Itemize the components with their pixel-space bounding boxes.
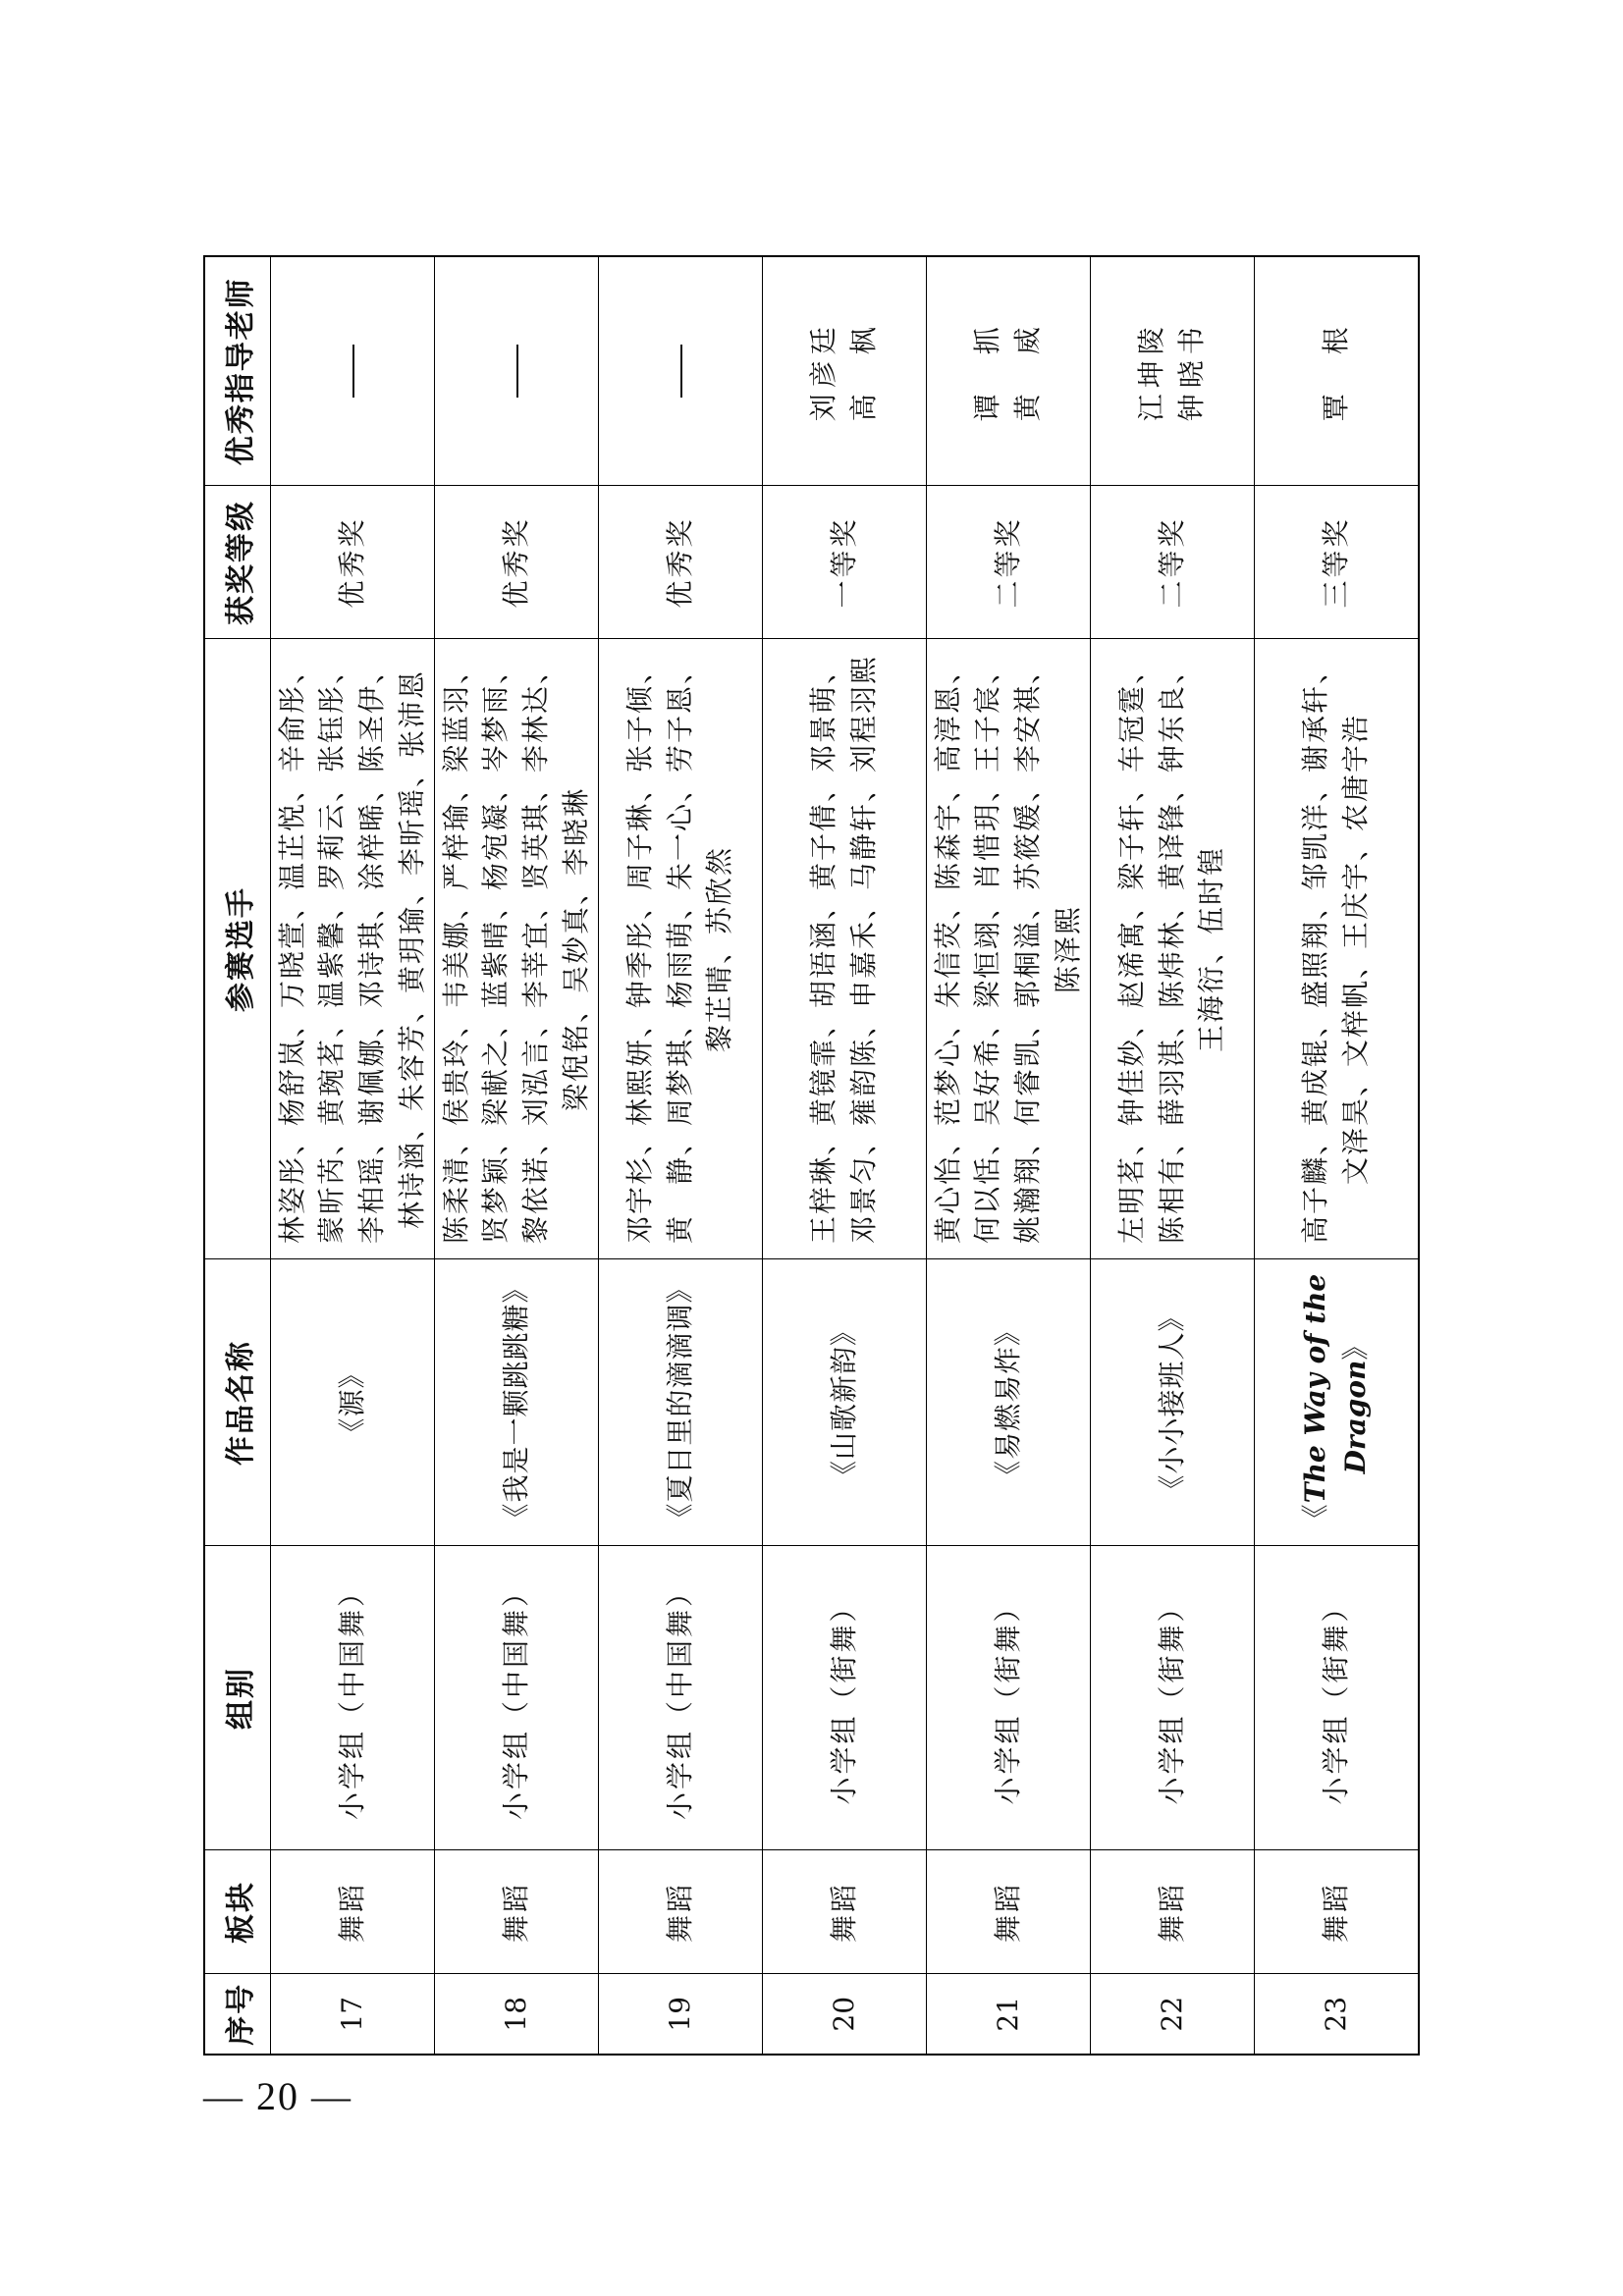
header-work: 作品名称 [204,1259,271,1546]
teacher-name: 高 枫 [847,321,880,422]
row-teachers-none [599,256,763,486]
dash-mark [680,345,682,398]
row-work: 《易燃易炸》 [927,1259,1091,1546]
player-line: 黎芷晴、苏欣然 [703,846,736,1053]
row-group: 小学组（街舞） [1091,1546,1255,1850]
dash-mark [352,345,354,398]
row-category: 舞蹈 [763,1850,927,1974]
player-line: 黎依诺、刘泓言、李莘宜、贤英琪、李林达、 [519,655,552,1245]
header-award: 获奖等级 [204,486,271,639]
award-table-rotated [203,257,1417,2056]
page-number: — 20 — [203,2074,352,2118]
teacher-name: 谭 抓 [971,321,1004,422]
table-row [599,256,763,2055]
row-category: 舞蹈 [1091,1850,1255,1974]
player-line: 梁倪铭、吴妙真、李晓琳 [559,787,592,1112]
row-category: 舞蹈 [271,1850,435,1974]
row-players [435,639,599,1259]
teacher-name: 江坤陵 [1135,321,1168,422]
row-index: 19 [599,1974,763,2055]
row-group: 小学组（中国舞） [435,1546,599,1850]
player-line: 左明茗、钟佳妙、赵浠寓、梁子轩、车冠霆、 [1115,655,1149,1245]
row-teachers-none [435,256,599,486]
row-award: 二等奖 [927,486,1091,639]
player-line: 高子麟、黄成锟、盛照翔、邹凯洋、谢承轩、 [1299,655,1332,1245]
row-award: 优秀奖 [271,486,435,639]
player-line: 陈泽熙 [1051,905,1084,994]
row-index: 18 [435,1974,599,2055]
row-category: 舞蹈 [927,1850,1091,1974]
row-index: 17 [271,1974,435,2055]
row-work: 《源》 [271,1259,435,1546]
row-work [1255,1259,1420,1546]
row-teachers [1255,256,1420,486]
work-close-bracket: 》 [1339,1331,1372,1361]
award-table [203,255,1420,2056]
table-row [1091,256,1255,2055]
table-row [1255,256,1420,2055]
header-group: 组别 [204,1546,271,1850]
row-category: 舞蹈 [1255,1850,1420,1974]
row-group: 小学组（中国舞） [271,1546,435,1850]
player-line: 蒙昕芮、黄琬茗、温紫馨、罗莉云、张钰彤、 [315,655,349,1245]
header-index: 序号 [204,1974,271,2055]
player-line: 邓景匀、雍韵陈、申嘉禾、马静轩、刘程羽熙 [847,655,880,1245]
row-group: 小学组（街舞） [1255,1546,1420,1850]
work-title-en-line1: The Way of the [1299,1273,1332,1504]
row-players [1091,639,1255,1259]
row-index: 22 [1091,1974,1255,2055]
player-line: 陈相有、薛羽淇、陈炜林、黄译锋、钟东良、 [1155,655,1188,1245]
row-group: 小学组（中国舞） [599,1546,763,1850]
work-open-bracket: 《 [1299,1503,1332,1532]
player-line: 邓宇杉、林熙妍、钟季彤、周子琳、张子倾、 [623,655,657,1245]
player-line: 何以恬、吴好希、梁恒翊、肖惜玥、王子宸、 [971,655,1004,1245]
row-award: 一等奖 [763,486,927,639]
row-work: 《夏日里的滴滴调》 [599,1259,763,1546]
teacher-name: 刘彦廷 [807,321,840,422]
row-players [1255,639,1420,1259]
teacher-name: 黄 威 [1011,321,1044,422]
row-category: 舞蹈 [599,1850,763,1974]
row-players [763,639,927,1259]
player-line: 黄心怡、范梦心、朱信荧、陈森宇、高淳恩、 [931,655,964,1245]
work-title-en-line2: Dragon [1339,1360,1372,1474]
row-award: 三等奖 [1255,486,1420,639]
row-group: 小学组（街舞） [927,1546,1091,1850]
teacher-name: 钟晓书 [1175,321,1208,422]
row-work: 《小小接班人》 [1091,1259,1255,1546]
row-index: 23 [1255,1974,1420,2055]
player-line: 王梓琳、黄镜霏、胡语涵、黄子倩、邓景萌、 [807,655,840,1245]
row-players [927,639,1091,1259]
row-work: 《我是一颗跳跳糖》 [435,1259,599,1546]
player-line: 王海衍、伍时锽 [1195,846,1228,1053]
row-teachers [763,256,927,486]
player-line: 姚瀚翔、何睿凯、郭桐溢、苏筱媛、李安祺、 [1011,655,1044,1245]
row-players [271,639,435,1259]
table-row [763,256,927,2055]
row-teachers [1091,256,1255,486]
row-players [599,639,763,1259]
table-row [927,256,1091,2055]
row-teachers-none [271,256,435,486]
player-line: 黄 静、周梦琪、杨雨萌、朱一心、劳子恩、 [663,655,696,1245]
player-line: 林姿彤、杨舒岚、万晓萱、温芷悦、辛俞彤、 [275,655,308,1245]
row-award: 优秀奖 [435,486,599,639]
header-category: 板块 [204,1850,271,1974]
row-group: 小学组（街舞） [763,1546,927,1850]
row-index: 21 [927,1974,1091,2055]
row-work: 《山歌新韵》 [763,1259,927,1546]
player-line: 陈柔清、侯贵玲、韦美娜、严梓瑜、梁蓝羽、 [439,655,472,1245]
header-players: 参赛选手 [204,639,271,1259]
table-row [271,256,435,2055]
row-category: 舞蹈 [435,1850,599,1974]
player-line: 文泽昊、文梓帆、王庆宇、农唐宇浩 [1339,714,1372,1186]
row-award: 二等奖 [1091,486,1255,639]
row-teachers [927,256,1091,486]
header-teachers: 优秀指导老师 [204,256,271,486]
player-line: 林诗涵、朱容芳、黄玥瑜、李昕瑶、张沛恩 [395,669,428,1230]
table-row [435,256,599,2055]
table-header-row [204,256,271,2055]
player-line: 贤梦颖、梁献之、蓝紫晴、杨宛凝、岑梦雨、 [479,655,513,1245]
row-index: 20 [763,1974,927,2055]
player-line: 李柏瑶、谢佩娜、邓诗琪、涂梓晞、陈圣伊、 [355,655,388,1245]
teacher-name: 覃 根 [1319,321,1352,422]
dash-mark [516,345,518,398]
row-award: 优秀奖 [599,486,763,639]
